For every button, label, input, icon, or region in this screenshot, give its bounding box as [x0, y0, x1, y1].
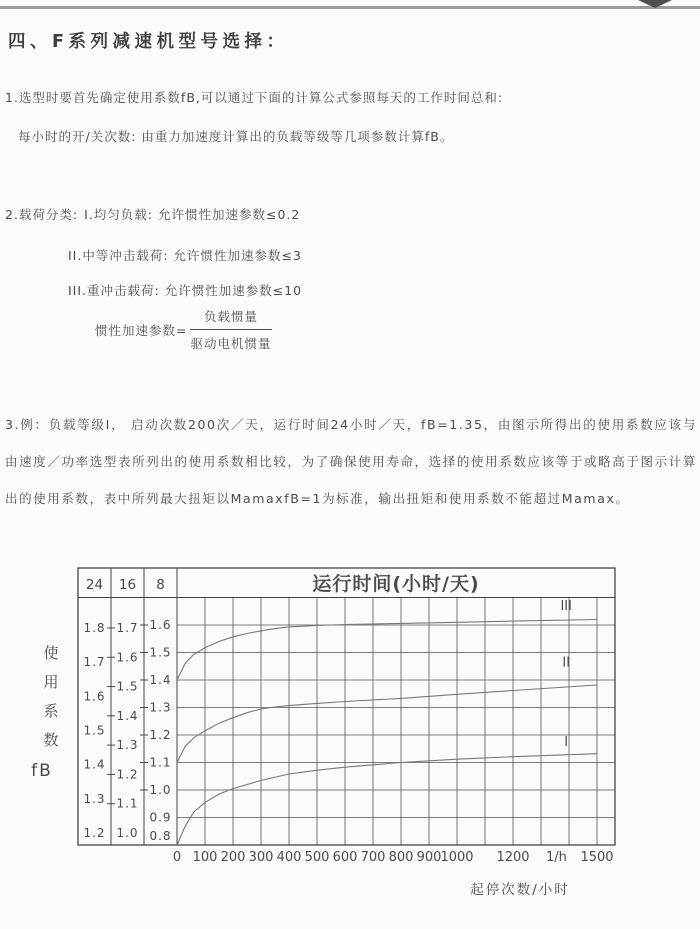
- para-selection-intro: 1.选型时要首先确定使用系数fB,可以通过下面的计算公式参照每天的工作时间总和:: [5, 90, 504, 105]
- svg-text:1/h: 1/h: [545, 850, 567, 865]
- svg-text:1.1: 1.1: [149, 755, 172, 770]
- svg-text:系: 系: [43, 702, 59, 720]
- formula-fraction: [190, 307, 271, 352]
- svg-text:24: 24: [85, 577, 104, 593]
- load-class-item-1: I.均匀负载: 允许惯性加速参数≤0.2: [84, 207, 301, 222]
- svg-text:16: 16: [118, 577, 137, 593]
- svg-text:用: 用: [43, 673, 59, 691]
- svg-text:运行时间(小时/天): 运行时间(小时/天): [312, 573, 480, 595]
- inertia-formula: [95, 307, 272, 352]
- svg-text:1.2: 1.2: [149, 728, 172, 742]
- svg-text:1.3: 1.3: [149, 700, 172, 715]
- svg-text:I: I: [564, 735, 569, 750]
- svg-text:1.6: 1.6: [149, 618, 172, 632]
- top-divider-rule: [0, 6, 700, 9]
- svg-text:II: II: [562, 655, 571, 671]
- svg-text:700: 700: [360, 850, 386, 865]
- fb-selection-chart: [0, 560, 700, 929]
- svg-text:1.5: 1.5: [149, 645, 172, 660]
- chevron-down-icon: [638, 0, 672, 8]
- svg-text:1.0: 1.0: [149, 783, 172, 797]
- svg-text:1.6: 1.6: [116, 650, 139, 665]
- chart-scale-labels: [83, 618, 171, 843]
- svg-text:400: 400: [276, 850, 302, 865]
- svg-text:fB: fB: [31, 761, 53, 781]
- para-example: 3.例：负载等级I， 启动次数200次／天，运行时间24小时／天，fB=1.35，由图示所得出的使用系数应该与由速度／功率选型表所列出的使用系数相比较，为了确保使用寿命，选择的使用系数应该等于或略高于图示计算出的使用系数，表中所列最大扭矩以MamaxfB=1为标准，输出扭矩和使用系数不能超过Mamax。: [5, 417, 697, 506]
- svg-text:300: 300: [248, 850, 274, 865]
- svg-text:1.4: 1.4: [116, 708, 139, 723]
- svg-text:1.5: 1.5: [116, 679, 139, 694]
- svg-text:600: 600: [332, 850, 358, 865]
- svg-text:900: 900: [416, 850, 442, 865]
- load-class-item-3: III.重冲击载荷: 允许惯性加速参数≤10: [68, 283, 303, 298]
- svg-text:1500: 1500: [580, 850, 614, 865]
- svg-text:800: 800: [388, 850, 414, 865]
- svg-text:1.5: 1.5: [83, 723, 106, 738]
- formula-denominator: 驱动电机惯量: [190, 336, 272, 351]
- svg-text:1.8: 1.8: [83, 620, 106, 635]
- svg-text:500: 500: [304, 850, 330, 865]
- svg-text:起停次数/小时: 起停次数/小时: [470, 882, 570, 898]
- svg-text:100: 100: [192, 850, 218, 865]
- page-title: 四、F系列减速机型号选择：: [8, 32, 289, 52]
- svg-text:1.2: 1.2: [83, 826, 106, 840]
- svg-text:1.4: 1.4: [83, 757, 106, 772]
- load-class-item-2: II.中等冲击载荷: 允许惯性加速参数≤3: [68, 248, 302, 263]
- svg-text:1.2: 1.2: [116, 767, 139, 782]
- chart-curves: [177, 599, 597, 845]
- para-switch-frequency: 每小时的开/关次数: 由重力加速度计算出的负载等级等几项参数计算fB。: [18, 129, 454, 144]
- svg-text:0.9: 0.9: [149, 810, 172, 825]
- load-class-row: [5, 205, 300, 223]
- svg-text:1.3: 1.3: [116, 738, 139, 753]
- svg-text:1200: 1200: [496, 850, 530, 865]
- svg-text:1.0: 1.0: [116, 826, 139, 840]
- svg-text:1.1: 1.1: [116, 796, 139, 811]
- svg-text:1.6: 1.6: [83, 689, 106, 704]
- svg-text:1.7: 1.7: [83, 655, 106, 670]
- svg-text:0: 0: [172, 850, 182, 865]
- svg-text:III: III: [560, 598, 572, 614]
- svg-text:1.3: 1.3: [83, 791, 106, 806]
- formula-lhs: 惯性加速参数=: [95, 322, 188, 338]
- svg-text:0.8: 0.8: [149, 829, 172, 843]
- svg-text:1000: 1000: [440, 850, 474, 865]
- svg-text:数: 数: [43, 731, 59, 749]
- svg-text:1.7: 1.7: [116, 620, 139, 635]
- formula-numerator: 负载惯量: [190, 307, 271, 330]
- svg-text:1.4: 1.4: [149, 673, 172, 687]
- svg-text:8: 8: [156, 577, 165, 593]
- load-class-label: 2.载荷分类:: [5, 207, 79, 222]
- svg-text:使: 使: [43, 644, 59, 662]
- svg-text:200: 200: [220, 850, 246, 865]
